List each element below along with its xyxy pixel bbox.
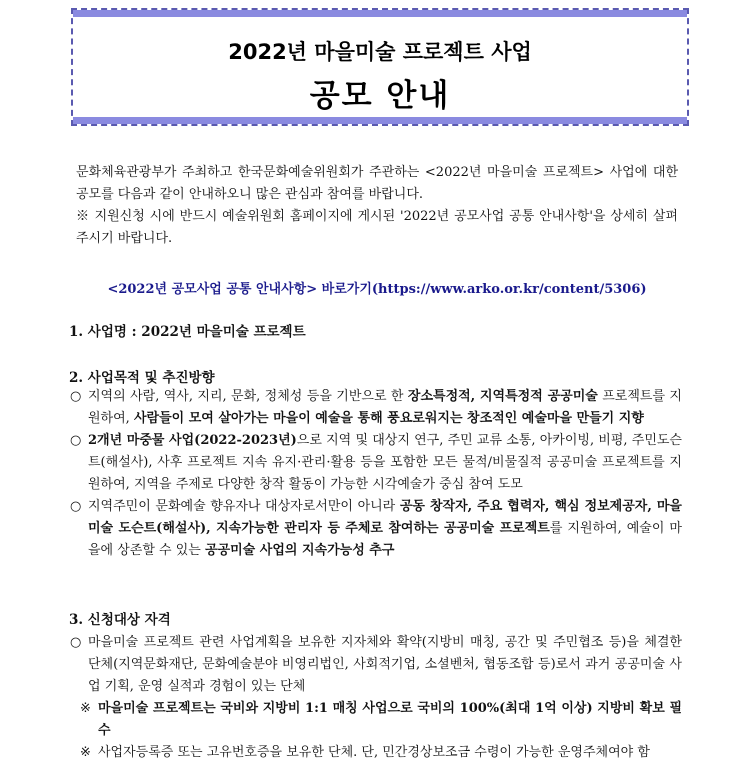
- bullet-text-plain: 를 지원하여, 예술이 마을에 상존할 수 있는: [88, 521, 682, 558]
- bullet-text: [88, 496, 682, 562]
- bullet-text-plain: 으로 지역 및 대상지 연구, 주민 교류 소통, 아카이빙, 비평, 주민도슨트(해설사), 사후 프로젝트 지속 유지·관리·활용 등을 포함한 모든 물적/비물질적 공공미술 프로젝트를 지원하여, 지역을 주제로 다양한 창작 활동이 가능한 시각예술가 중심 참여 도모: [88, 433, 682, 492]
- bullet-text-bold: 사람들이 모여 살아가는 마을이 예술을 통해 풍요로워지는 창조적인 예술마을 만들기 지향: [133, 411, 644, 426]
- bullet-marker: ○: [70, 499, 82, 514]
- note-marker: ※: [80, 745, 91, 760]
- document-title-line1: 2022년 마을미술 프로젝트 사업: [228, 40, 532, 64]
- bullet-text-plain: 지역주민이 문화예술 향유자나 대상자로서만이 아니라: [88, 499, 400, 514]
- section1-heading: 1. 사업명 : 2022년 마을미술 프로젝트: [69, 324, 306, 340]
- bullet-text-bold: 공공미술 사업의 지속가능성 추구: [205, 543, 395, 558]
- section2-heading: 2. 사업목적 및 추진방향: [69, 370, 215, 386]
- bullet-text: [88, 386, 682, 430]
- bullet-text-bold: 장소특정적, 지역특정적 공공미술: [407, 389, 598, 404]
- bullet-text-bold: 2개년 마중물 사업(2022-2023년): [88, 433, 297, 448]
- intro-paragraph: [76, 162, 678, 250]
- intro-text-2: ※ 지원신청 시에 반드시 예술위원회 홈페이지에 게시된 '2022년 공모사업 공통 안내사항'을 상세히 살펴주시기 바랍니다.: [76, 209, 678, 246]
- title-box: [71, 8, 689, 126]
- note-text-bold: 마을미술 프로젝트는 국비와 지방비 1:1 매칭 사업으로 국비의 100%(최대 1억 이상) 지방비 확보 필수: [98, 701, 682, 738]
- bullet-text-bold: 공동 창작자, 주요 협력자, 핵심 정보제공자, 마을미술 도슨트(해설사), 지속가능한 관리자 등 주체로 참여하는 공공미술 프로젝트: [88, 499, 682, 536]
- bullet-text: 마을미술 프로젝트 관련 사업계획을 보유한 지자체와 확약(지방비 매칭, 공간 및 주민협조 등)을 체결한 단체(지역문화재단, 문화예술분야 비영리법인, 사회적기업, 소셜벤처, 협동조합 등)로서 과거 공공미술 사업 기획, 운영 실적과 경험이 있는 단체: [88, 635, 682, 694]
- list-item: [70, 632, 682, 698]
- guide-link[interactable]: <2022년 공모사업 공통 안내사항> 바로가기(https://www.arko.or.kr/content/5306): [107, 282, 647, 297]
- bullet-marker: ○: [70, 389, 82, 404]
- title-bar-bottom: [73, 117, 687, 124]
- list-item: [70, 430, 682, 496]
- list-item: [70, 742, 682, 764]
- list-item: [70, 496, 682, 562]
- bullet-text-plain: 프로젝트를 지원하여,: [88, 389, 682, 426]
- section2-bullets: [70, 386, 682, 562]
- bullet-marker: ○: [70, 635, 82, 650]
- document-title-line2: 공모 안내: [309, 78, 451, 114]
- bullet-marker: ○: [70, 433, 82, 448]
- list-item: [70, 698, 682, 742]
- note-marker: ※: [80, 701, 91, 716]
- list-item: [70, 386, 682, 430]
- note-text: 사업자등록증 또는 고유번호증을 보유한 단체. 단, 민간경상보조금 수령이 가능한 운영주체여야 함: [98, 745, 650, 760]
- title-bar-top: [73, 10, 687, 17]
- intro-text-1: 문화체육관광부가 주최하고 한국문화예술위원회가 주관하는 <2022년 마을미술 프로젝트> 사업에 대한 공모를 다음과 같이 안내하오니 많은 관심과 참여를 바랍니다.: [76, 165, 678, 202]
- bullet-text: [88, 430, 682, 496]
- bullet-text-plain: 지역의 사람, 역사, 지리, 문화, 정체성 등을 기반으로 한: [88, 389, 408, 404]
- section3-bullets: [70, 632, 682, 764]
- section3-heading: 3. 신청대상 자격: [69, 612, 171, 628]
